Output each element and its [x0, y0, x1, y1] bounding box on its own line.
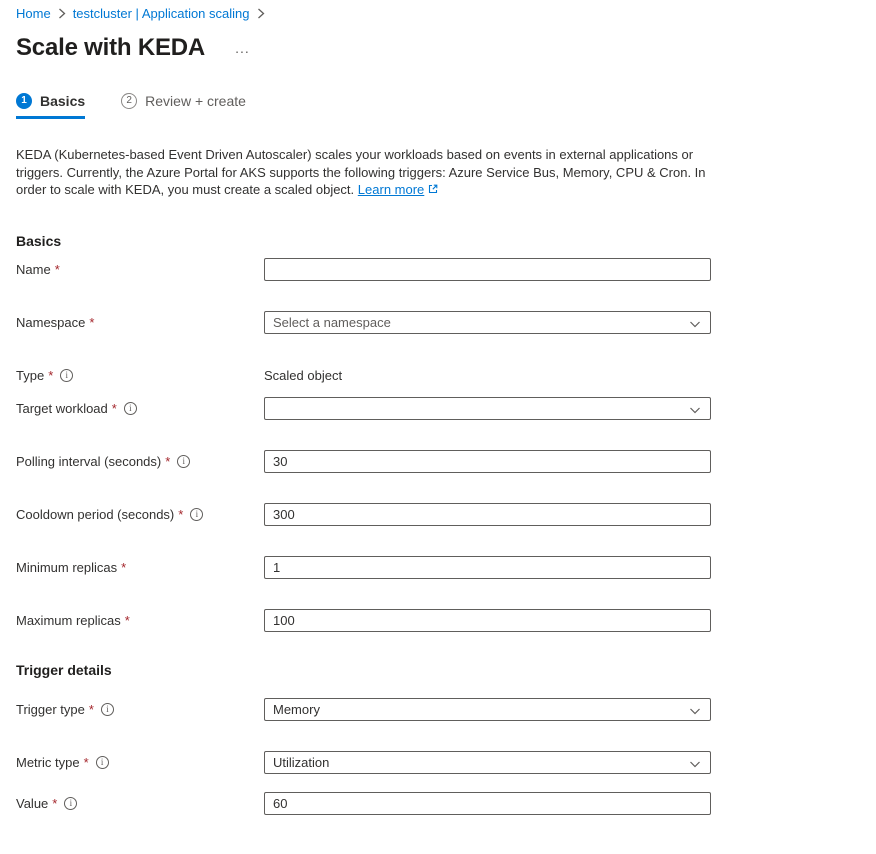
chevron-down-icon	[689, 404, 701, 416]
form-row-metric-type	[16, 751, 860, 774]
basics-section-heading: Basics	[16, 232, 62, 249]
required-marker: *	[88, 701, 94, 717]
required-marker: *	[48, 367, 54, 383]
title-row	[16, 32, 860, 64]
info-icon[interactable]: i	[101, 703, 114, 716]
description-line: triggers. Currently, the Azure Portal for AKS supports the following triggers: Azure Service Bus, Memory, CPU & Cron. In	[16, 164, 706, 180]
polling-interval-input[interactable]	[264, 450, 711, 473]
info-icon[interactable]: i	[60, 369, 73, 382]
form-row-min-replicas	[16, 556, 860, 579]
required-marker: *	[111, 400, 117, 416]
namespace-label: Namespace *	[16, 314, 95, 330]
wizard-tabs	[16, 93, 860, 119]
trigger-type-label: Trigger type * i	[16, 698, 264, 717]
tab-review-create-label: Review + create	[145, 93, 246, 109]
trigger-type-value: Memory	[273, 701, 320, 717]
info-icon[interactable]: i	[96, 756, 109, 769]
info-icon[interactable]: i	[124, 402, 137, 415]
trigger-type-dropdown[interactable]	[264, 698, 711, 721]
namespace-dropdown[interactable]	[264, 311, 711, 334]
tab-basics[interactable]	[16, 93, 85, 119]
breadcrumb	[16, 5, 860, 21]
external-link-icon	[427, 182, 439, 200]
keda-description	[16, 146, 860, 200]
chevron-down-icon	[689, 318, 701, 330]
name-input[interactable]	[264, 258, 711, 281]
breadcrumb-home-link[interactable]: Home	[16, 5, 51, 21]
info-icon[interactable]: i	[177, 455, 190, 468]
form-row-target-workload	[16, 397, 860, 420]
form-row-max-replicas	[16, 609, 860, 632]
step-number-badge: 1	[16, 93, 32, 109]
required-marker: *	[54, 261, 60, 277]
metric-type-dropdown[interactable]	[264, 751, 711, 774]
cooldown-period-label: Cooldown period (seconds) * i	[16, 503, 264, 522]
chevron-right-icon	[257, 8, 265, 19]
required-marker: *	[121, 559, 127, 575]
max-replicas-label: Maximum replicas *	[16, 612, 130, 628]
required-marker: *	[83, 754, 89, 770]
trigger-details-heading: Trigger details	[16, 661, 112, 678]
chevron-down-icon	[689, 705, 701, 717]
name-label: Name *	[16, 261, 60, 277]
min-replicas-input[interactable]	[264, 556, 711, 579]
form-row-type	[16, 364, 860, 383]
value-input[interactable]	[264, 792, 711, 815]
required-marker: *	[124, 612, 130, 628]
tab-basics-label: Basics	[40, 93, 86, 109]
description-line	[16, 181, 860, 200]
description-text: order to scale with KEDA, you must create a scaled object.	[16, 182, 355, 198]
step-number-badge: 2	[121, 93, 137, 109]
form-row-namespace	[16, 311, 860, 334]
info-icon[interactable]: i	[190, 508, 203, 521]
page-title: Scale with KEDA	[16, 34, 206, 61]
form-row-trigger-type	[16, 698, 860, 721]
more-options-button[interactable]: ...	[235, 40, 250, 56]
metric-type-value: Utilization	[273, 754, 330, 770]
chevron-right-icon	[58, 8, 66, 19]
info-icon[interactable]: i	[64, 797, 77, 810]
target-workload-dropdown[interactable]	[264, 397, 711, 420]
breadcrumb-cluster-link[interactable]: testcluster | Application scaling	[72, 5, 250, 21]
description-line: KEDA (Kubernetes-based Event Driven Autoscaler) scales your workloads based on events in external applications or	[16, 147, 694, 162]
type-value: Scaled object	[264, 367, 343, 383]
value-label: Value * i	[16, 792, 264, 811]
form-row-polling-interval	[16, 450, 860, 473]
type-label: Type * i	[16, 364, 264, 383]
namespace-placeholder: Select a namespace	[273, 314, 391, 330]
chevron-down-icon	[689, 758, 701, 770]
metric-type-label: Metric type * i	[16, 751, 264, 770]
form-row-name	[16, 258, 860, 281]
learn-more-link[interactable]: Learn more	[357, 182, 425, 198]
form-row-value	[16, 792, 860, 815]
max-replicas-input[interactable]	[264, 609, 711, 632]
min-replicas-label: Minimum replicas *	[16, 559, 127, 575]
cooldown-period-input[interactable]	[264, 503, 711, 526]
target-workload-label: Target workload * i	[16, 397, 264, 416]
required-marker: *	[165, 453, 171, 469]
polling-interval-label: Polling interval (seconds) * i	[16, 450, 264, 469]
form-row-cooldown-period	[16, 503, 860, 526]
required-marker: *	[178, 506, 184, 522]
required-marker: *	[52, 795, 58, 811]
tab-review-create[interactable]	[121, 93, 246, 119]
required-marker: *	[89, 314, 95, 330]
